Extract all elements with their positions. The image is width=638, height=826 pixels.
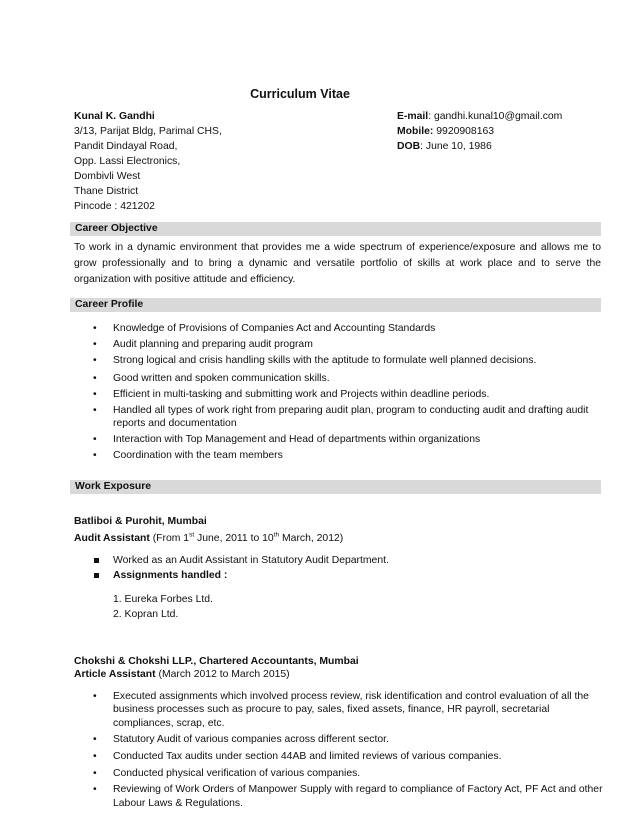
bullet-icon: • <box>93 405 97 416</box>
list-item-text: Handled all types of work right from preparing audit plan, program to conducting audit and drafting audit reports and documentation <box>113 405 589 429</box>
list-item <box>93 371 603 386</box>
list-item <box>93 448 603 463</box>
list-item <box>93 387 603 402</box>
address-line: Dombivli West <box>74 171 141 182</box>
job1-sup-a: st <box>189 531 195 539</box>
list-item <box>93 337 603 352</box>
list-item <box>93 732 603 747</box>
job1-sup-b: th <box>273 531 280 539</box>
bullet-icon: • <box>93 339 97 350</box>
list-item-text: Executed assignments which involved process review, risk identification and control evaluation of all the business processes such as procure to pay, sales, fixed assets, finance, HR payroll, secretarial compliances, scrap, etc. <box>113 691 589 729</box>
address-line: Pandit Dindayal Road, <box>74 141 178 152</box>
list-item-text: Statutory Audit of various companies across different sector. <box>113 734 389 746</box>
bullet-icon: • <box>93 691 97 702</box>
section-heading: Career Profile <box>75 299 144 310</box>
bullet-icon: • <box>93 355 97 366</box>
list-item-text: Reviewing of Work Orders of Manpower Supply with regard to compliance of Factory Act, PF Act and other Labour Laws & Regulations. <box>113 784 603 809</box>
job1-dates-b: June, 2011 to 10 <box>194 533 274 544</box>
list-item-text: Interaction with Top Management and Head of departments within organizations <box>113 434 481 445</box>
bullet-icon: • <box>93 323 97 334</box>
dob-value: : June 10, 1986 <box>420 141 492 152</box>
list-item-text: Conducted Tax audits under section 44AB and limited reviews of various companies. <box>113 751 502 763</box>
list-item-text: Efficient in multi-tasking and submitting work and Projects within deadline periods. <box>113 389 490 400</box>
list-item-text: Coordination with the team members <box>113 450 283 461</box>
job1-list <box>93 553 389 583</box>
job2-role: Article Assistant <box>74 669 156 680</box>
section-heading: Work Exposure <box>75 481 152 492</box>
list-item <box>93 432 603 447</box>
email-line <box>397 109 562 124</box>
list-item-text: Good written and spoken communication skills. <box>113 373 330 384</box>
bullet-icon: • <box>93 450 97 461</box>
candidate-name: Kunal K. Gandhi <box>74 111 155 122</box>
list-item <box>93 568 389 583</box>
job2-role-line <box>74 667 290 682</box>
section-header-career-profile <box>70 298 601 312</box>
job2-dates: (March 2012 to March 2015) <box>155 669 290 680</box>
mobile-value: 9920908163 <box>433 126 495 137</box>
list-item <box>93 749 603 764</box>
address-line: Pincode : 421202 <box>74 201 155 212</box>
assignment-item: 1. Eureka Forbes Ltd. <box>113 594 213 605</box>
bullet-icon: • <box>93 373 97 384</box>
list-item-text: Knowledge of Provisions of Companies Act and Accounting Standards <box>113 323 436 334</box>
email-label: E-mail <box>397 111 429 122</box>
section-heading: Career Objective <box>75 223 158 234</box>
list-item <box>93 690 603 730</box>
list-item <box>93 783 603 810</box>
list-item <box>93 321 603 336</box>
mobile-label: Mobile: <box>397 126 434 137</box>
job1-role-line <box>74 531 343 546</box>
section-header-career-objective <box>70 222 601 236</box>
list-item-text: Assignments handled : <box>113 570 228 581</box>
bullet-icon: • <box>93 751 97 763</box>
list-item-text: Strong logical and crisis handling skills with the aptitude to formulate well planned decisions. <box>113 355 537 366</box>
dob-line <box>397 139 492 154</box>
address-line: 3/13, Parijat Bldg, Parimal CHS, <box>74 126 222 137</box>
list-item <box>93 766 603 781</box>
list-item-text: Audit planning and preparing audit program <box>113 339 313 350</box>
mobile-line <box>397 124 494 139</box>
career-profile-list <box>93 321 603 463</box>
job1-dates-a: (From 1 <box>149 533 190 544</box>
list-item <box>93 403 603 431</box>
list-item-text: Worked as an Audit Assistant in Statutory Audit Department. <box>113 555 389 566</box>
job2-list <box>93 690 603 810</box>
job1-role: Audit Assistant <box>74 533 150 544</box>
list-item <box>93 553 389 568</box>
list-item <box>93 353 603 368</box>
square-bullet-icon <box>94 558 99 563</box>
section-header-work-exposure <box>70 480 601 494</box>
bullet-icon: • <box>93 434 97 445</box>
square-bullet-icon <box>94 573 99 578</box>
assignments-list <box>113 592 213 622</box>
address-line: Thane District <box>74 186 139 197</box>
address-line: Opp. Lassi Electronics, <box>74 156 181 167</box>
bullet-icon: • <box>93 734 97 746</box>
career-objective-text: To work in a dynamic environment that provides me a wide spectrum of experience/exposure and allows me to grow professionally and to bring a dynamic and versatile portfolio of skills at work place and to serve the organization with positive attitude and efficiency. <box>74 242 601 285</box>
job1-company: Batliboi & Purohit, Mumbai <box>74 516 207 527</box>
job2-company: Chokshi & Chokshi LLP., Chartered Accountants, Mumbai <box>74 656 359 667</box>
assignment-item: 2. Kopran Ltd. <box>113 609 179 620</box>
bullet-icon: • <box>93 784 97 796</box>
page-title: Curriculum Vitae <box>250 87 350 101</box>
list-item-text: Conducted physical verification of various companies. <box>113 768 361 780</box>
job1-dates-c: March, 2012) <box>279 533 344 544</box>
bullet-icon: • <box>93 389 97 400</box>
dob-label: DOB <box>397 141 421 152</box>
email-value: : gandhi.kunal10@gmail.com <box>428 111 563 122</box>
bullet-icon: • <box>93 768 97 780</box>
